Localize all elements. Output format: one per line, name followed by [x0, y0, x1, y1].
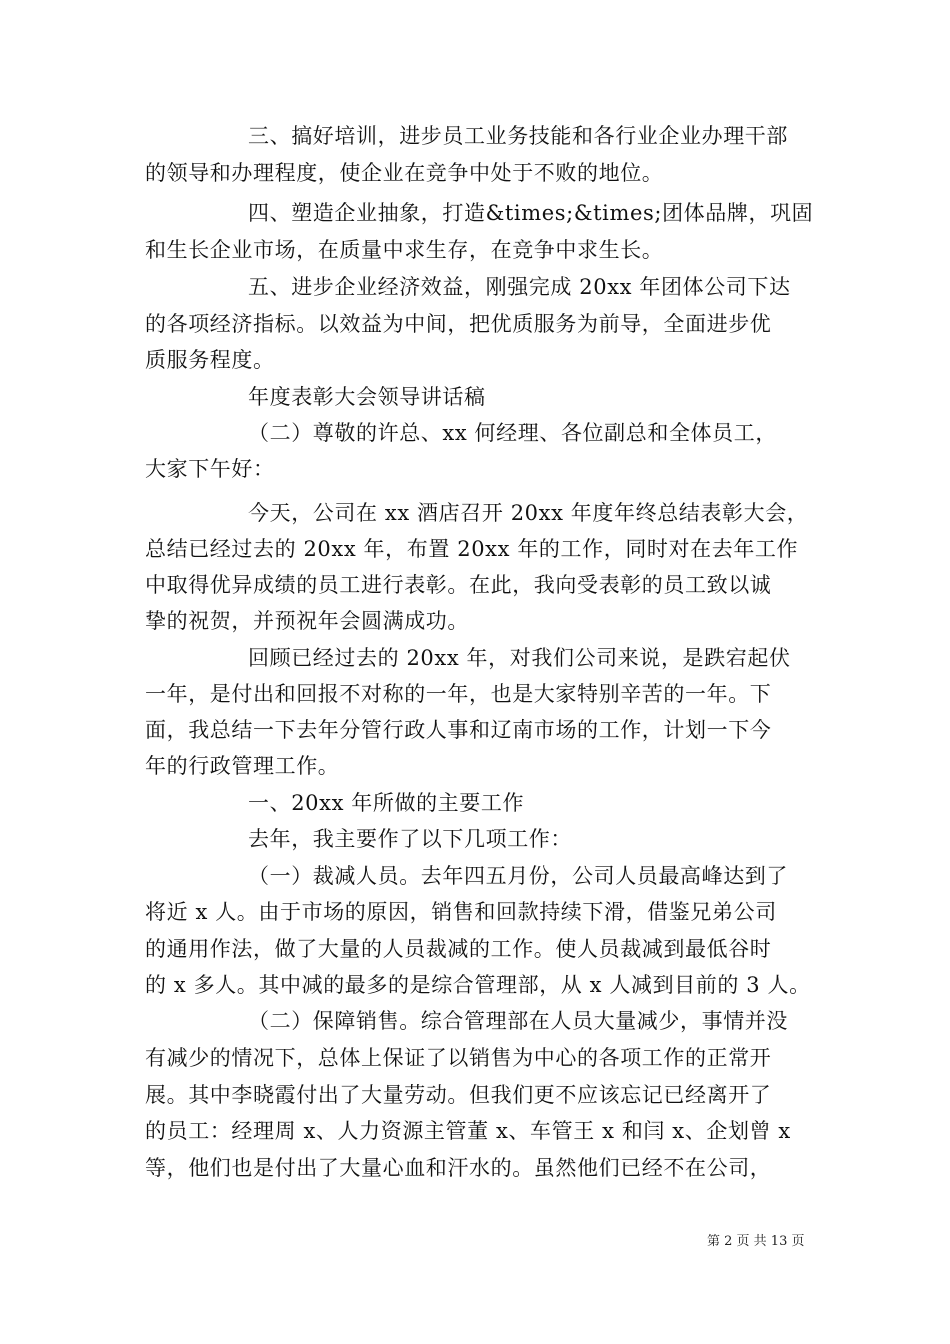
paragraph-line: 的通用作法，做了大量的人员裁减的工作。使人员裁减到最低谷时 — [145, 937, 772, 961]
paragraph-line: 挚的祝贺，并预祝年会圆满成功。 — [145, 609, 469, 633]
paragraph-line: 总结已经过去的 20xx 年，布置 20xx 年的工作，同时对在去年工作 — [145, 537, 799, 561]
paragraph-line: （二）尊敬的许总、xx 何经理、各位副总和全体员工， — [248, 421, 777, 445]
paragraph-line: 回顾已经过去的 20xx 年，对我们公司来说，是跌宕起伏 — [248, 646, 791, 670]
paragraph-line: 的领导和办理程度，使企业在竞争中处于不败的地位。 — [145, 161, 664, 185]
paragraph-line: 将近 x 人。由于市场的原因，销售和回款持续下滑，借鉴兄弟公司 — [145, 900, 777, 924]
paragraph-line: 的员工：经理周 x、人力资源主管董 x、车管王 x 和闫 x、企划曾 x — [145, 1119, 791, 1143]
paragraph-line: 中取得优异成绩的员工进行表彰。在此，我向受表彰的员工致以诚 — [145, 573, 772, 597]
section-heading: 一、20xx 年所做的主要工作 — [248, 791, 525, 815]
paragraph-line: 展。其中李晓霞付出了大量劳动。但我们更不应该忘记已经离开了 — [145, 1083, 772, 1107]
paragraph-line: 有减少的情况下，总体上保证了以销售为中心的各项工作的正常开 — [145, 1046, 772, 1070]
paragraph-line: 去年，我主要作了以下几项工作： — [248, 827, 572, 851]
paragraph-line: （一）裁减人员。去年四五月份，公司人员最高峰达到了 — [248, 864, 788, 888]
speech-title: 年度表彰大会领导讲话稿 — [248, 385, 486, 409]
paragraph-line: 质服务程度。 — [145, 348, 275, 372]
paragraph-line: 和生长企业市场，在质量中求生存，在竞争中求生长。 — [145, 238, 664, 262]
paragraph-line: 等，他们也是付出了大量心血和汗水的。虽然他们已经不在公司， — [145, 1156, 772, 1180]
paragraph-line: 面，我总结一下去年分管行政人事和辽南市场的工作，计划一下今 — [145, 718, 772, 742]
paragraph-line: 大家下午好： — [145, 457, 275, 481]
paragraph-line: 四、塑造企业抽象，打造&times;&times;团体品牌，巩固 — [248, 201, 814, 225]
paragraph-line: 的各项经济指标。以效益为中间，把优质服务为前导，全面进步优 — [145, 312, 772, 336]
paragraph-line: 年的行政管理工作。 — [145, 754, 340, 778]
page-number: 第 2 页 共 13 页 — [707, 1234, 805, 1249]
paragraph-line: 三、搞好培训，进步员工业务技能和各行业企业办理干部 — [248, 124, 788, 148]
paragraph-line: 的 x 多人。其中减的最多的是综合管理部，从 x 人减到目前的 3 人。 — [145, 973, 811, 997]
paragraph-line: 一年，是付出和回报不对称的一年，也是大家特别辛苦的一年。下 — [145, 682, 772, 706]
paragraph-line: （二）保障销售。综合管理部在人员大量减少，事情并没 — [248, 1009, 788, 1033]
paragraph-line: 五、进步企业经济效益，刚强完成 20xx 年团体公司下达 — [248, 275, 791, 299]
paragraph-line: 今天，公司在 xx 酒店召开 20xx 年度年终总结表彰大会， — [248, 501, 809, 525]
